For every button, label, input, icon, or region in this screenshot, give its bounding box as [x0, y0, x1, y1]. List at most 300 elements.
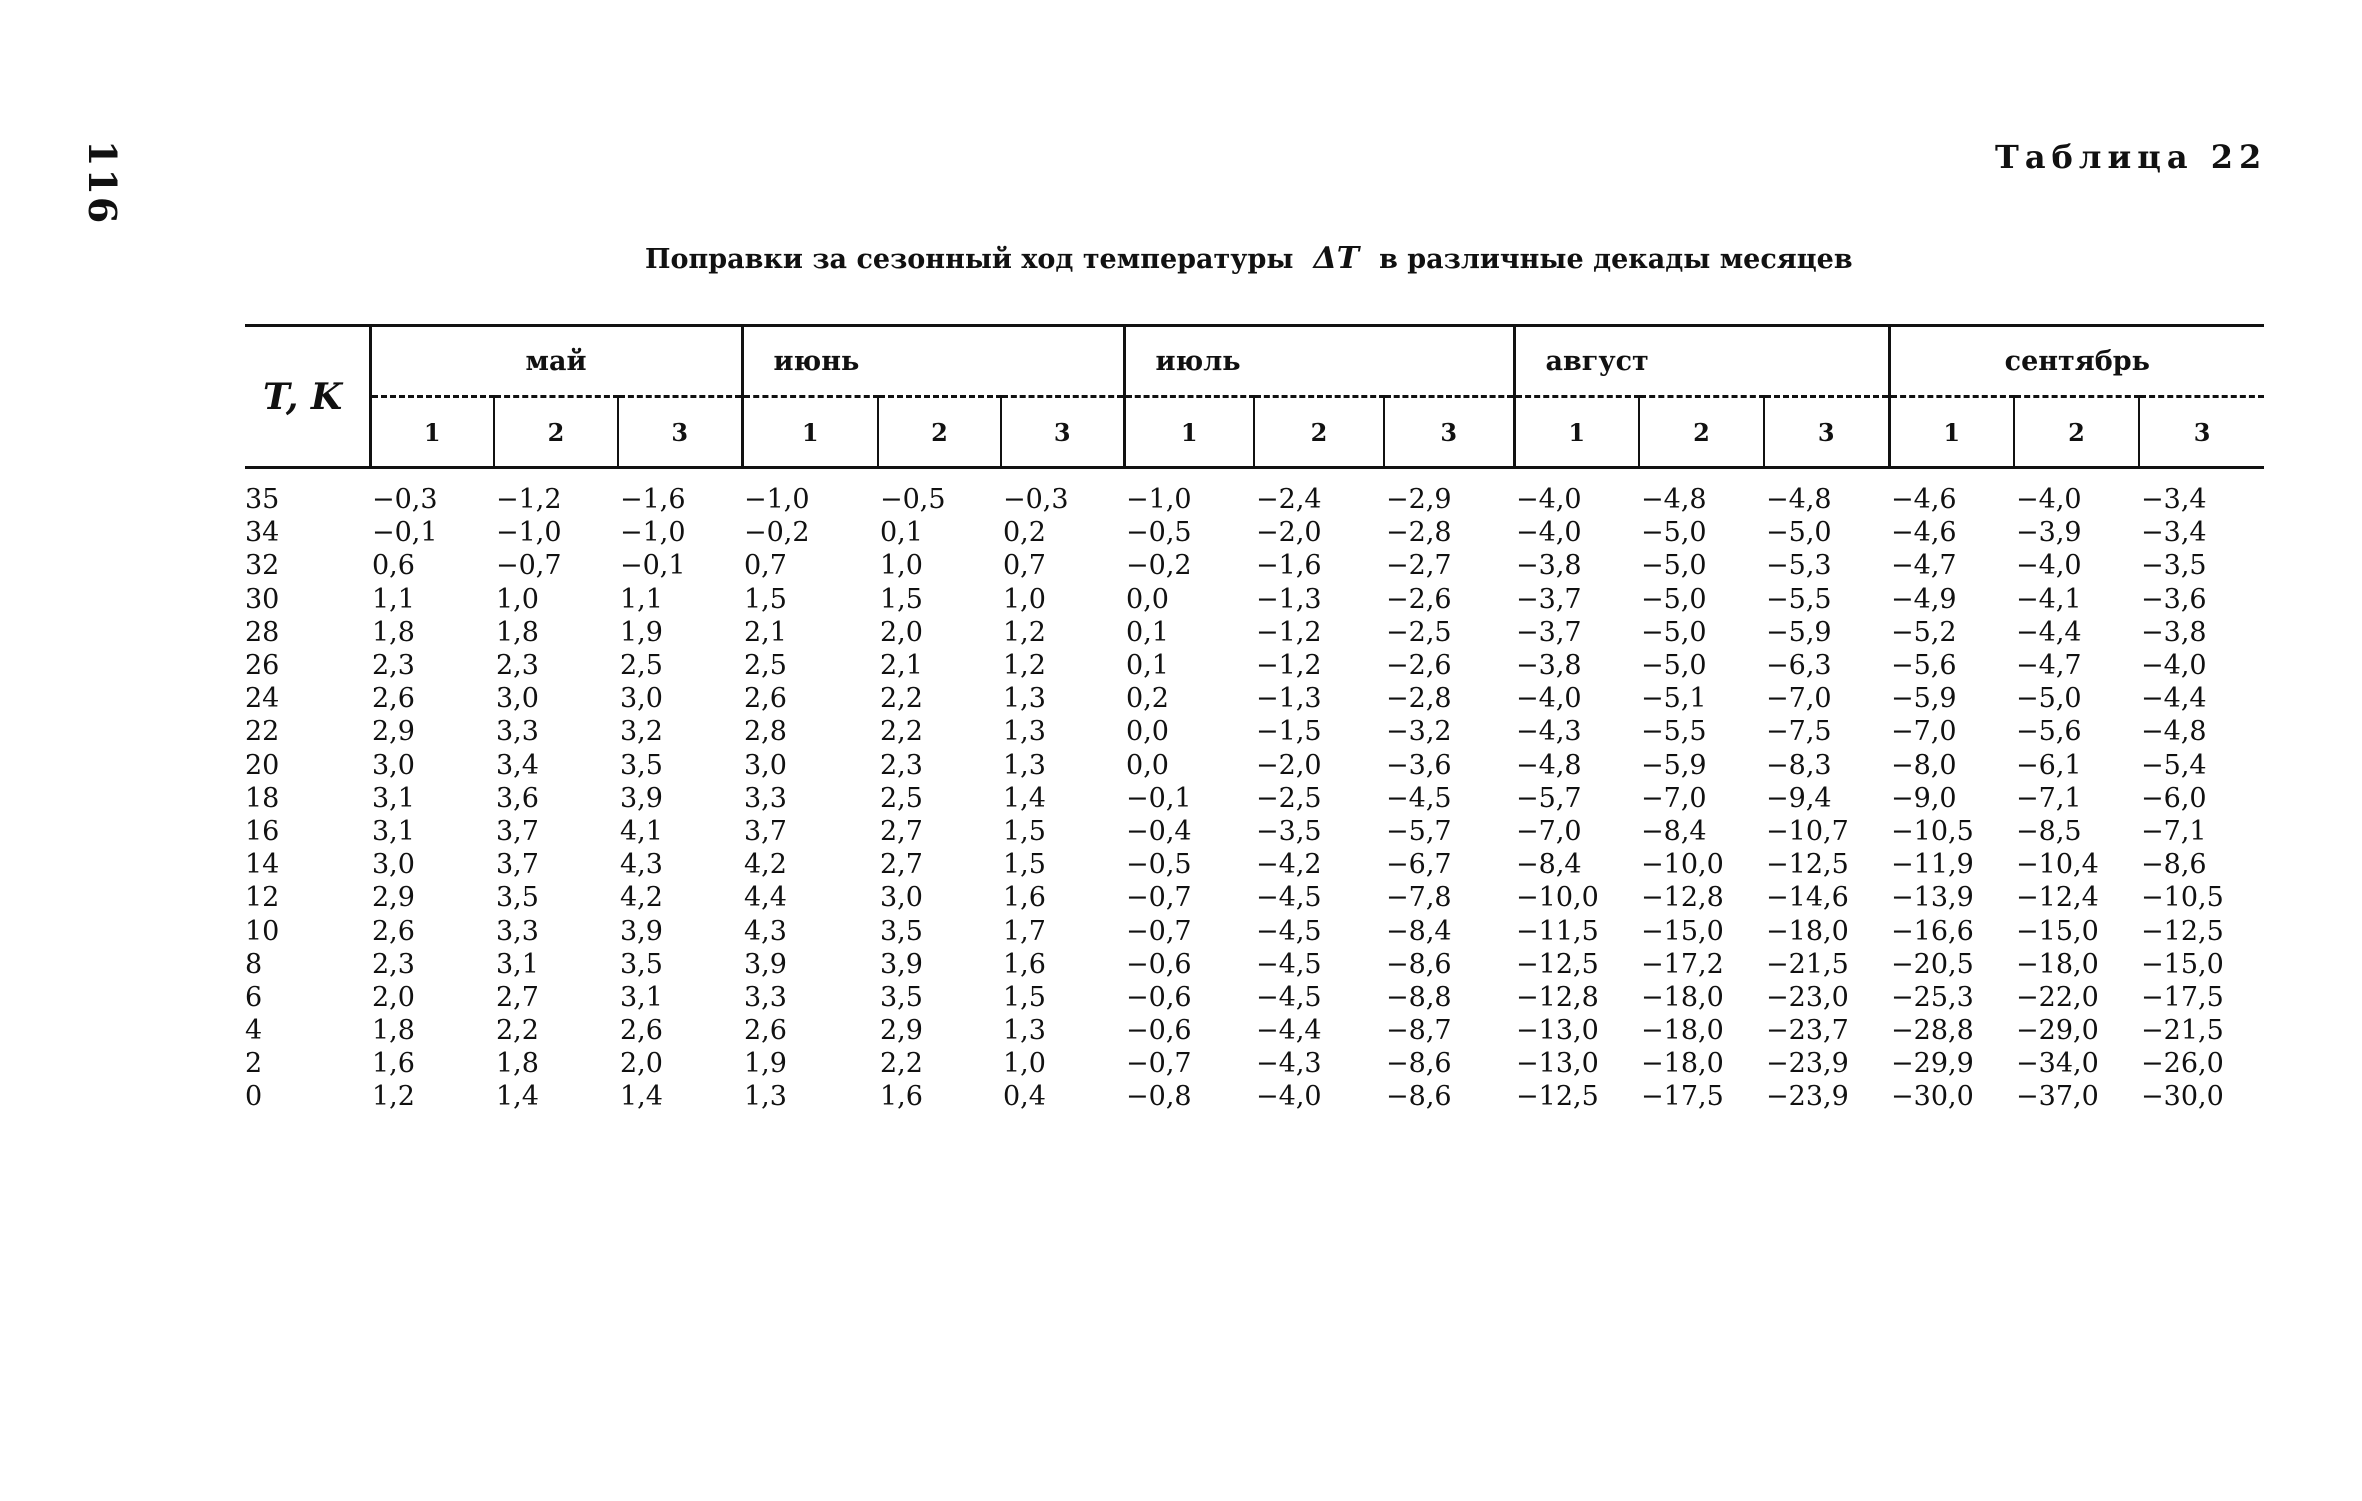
- decade-header: 2: [2014, 397, 2139, 468]
- correction-value-cell: −4,6: [1891, 517, 1957, 549]
- correction-value-cell: −8,6: [2141, 849, 2207, 881]
- correction-value-cell: −3,4: [2141, 484, 2207, 516]
- correction-value-cell: 4,1: [620, 815, 663, 847]
- decade-header: 3: [1384, 397, 1514, 468]
- correction-value-cell: 1,9: [620, 616, 663, 648]
- table-row: [245, 549, 2264, 582]
- correction-value-cell: 2,0: [620, 1048, 663, 1080]
- correction-value-cell: 1,8: [372, 1015, 415, 1047]
- correction-value-cell: −12,8: [1516, 981, 1599, 1013]
- correction-value-cell: 3,5: [496, 882, 539, 914]
- decade-header: 1: [1514, 397, 1639, 468]
- correction-value-cell: −8,6: [1386, 1081, 1452, 1113]
- temperature-cell: 30: [245, 583, 280, 615]
- correction-value-cell: −3,6: [2141, 583, 2207, 615]
- correction-value-cell: −3,2: [1386, 716, 1452, 748]
- correction-value-cell: −5,0: [1641, 616, 1707, 648]
- correction-value-cell: −2,5: [1386, 616, 1452, 648]
- correction-value-cell: −0,3: [1003, 484, 1069, 516]
- correction-value-cell: −4,3: [1256, 1048, 1322, 1080]
- correction-value-cell: 2,6: [372, 915, 415, 947]
- correction-value-cell: −4,0: [2016, 484, 2082, 516]
- table-row: [245, 1047, 2264, 1080]
- correction-value-cell: 3,5: [620, 749, 663, 781]
- decade-header: 2: [878, 397, 1001, 468]
- correction-value-cell: −10,0: [1641, 849, 1724, 881]
- decade-header: 1: [1889, 397, 2014, 468]
- correction-value-cell: −3,8: [2141, 616, 2207, 648]
- table-body: [245, 468, 2264, 1114]
- correction-value-cell: 2,1: [880, 650, 923, 682]
- table-row: [245, 948, 2264, 981]
- correction-value-cell: −11,9: [1891, 849, 1974, 881]
- correction-value-cell: 3,9: [620, 915, 663, 947]
- correction-value-cell: −12,4: [2016, 882, 2099, 914]
- correction-value-cell: 1,0: [496, 583, 539, 615]
- correction-value-cell: 2,6: [372, 683, 415, 715]
- correction-value-cell: 1,3: [1003, 683, 1046, 715]
- decade-header: 2: [494, 397, 618, 468]
- correction-value-cell: 3,2: [620, 716, 663, 748]
- correction-value-cell: −29,9: [1891, 1048, 1974, 1080]
- correction-value-cell: −4,4: [1256, 1015, 1322, 1047]
- decade-header: 2: [1639, 397, 1764, 468]
- month-header-july: июль: [1124, 326, 1514, 397]
- correction-value-cell: 4,2: [620, 882, 663, 914]
- table-row: [245, 881, 2264, 914]
- month-header-august: август: [1514, 326, 1889, 397]
- correction-value-cell: −3,7: [1516, 583, 1582, 615]
- correction-value-cell: −3,9: [2016, 517, 2082, 549]
- correction-value-cell: 3,5: [620, 948, 663, 980]
- correction-value-cell: −10,4: [2016, 849, 2099, 881]
- correction-value-cell: −8,4: [1386, 915, 1452, 947]
- correction-value-cell: 1,3: [1003, 1015, 1046, 1047]
- table-row: [245, 583, 2264, 616]
- temperature-cell: 16: [245, 815, 280, 847]
- correction-value-cell: −37,0: [2016, 1081, 2099, 1113]
- correction-value-cell: −7,0: [1516, 815, 1582, 847]
- correction-value-cell: −5,7: [1516, 782, 1582, 814]
- correction-value-cell: 0,4: [1003, 1081, 1046, 1113]
- correction-value-cell: −0,6: [1126, 1015, 1192, 1047]
- correction-value-cell: 1,5: [1003, 815, 1046, 847]
- correction-value-cell: −4,0: [2016, 550, 2082, 582]
- correction-value-cell: 2,2: [880, 683, 923, 715]
- correction-value-cell: 4,2: [744, 849, 787, 881]
- correction-value-cell: −4,7: [1891, 550, 1957, 582]
- correction-value-cell: −0,1: [1126, 782, 1192, 814]
- correction-value-cell: 3,9: [620, 782, 663, 814]
- correction-value-cell: −0,1: [372, 517, 438, 549]
- correction-value-cell: −14,6: [1766, 882, 1849, 914]
- correction-value-cell: −1,0: [620, 517, 686, 549]
- correction-value-cell: −1,0: [1126, 484, 1192, 516]
- correction-value-cell: 3,0: [372, 849, 415, 881]
- temperature-cell: 26: [245, 650, 280, 682]
- correction-value-cell: 1,4: [496, 1081, 539, 1113]
- correction-value-cell: −4,6: [1891, 484, 1957, 516]
- correction-value-cell: 3,0: [372, 749, 415, 781]
- correction-value-cell: 1,6: [1003, 882, 1046, 914]
- correction-value-cell: 3,3: [744, 782, 787, 814]
- table-row: [245, 749, 2264, 782]
- correction-value-cell: −18,0: [1641, 1015, 1724, 1047]
- correction-value-cell: −4,4: [2016, 616, 2082, 648]
- correction-value-cell: −15,0: [2141, 948, 2224, 980]
- correction-value-cell: −6,1: [2016, 749, 2082, 781]
- correction-value-cell: −3,6: [1386, 749, 1452, 781]
- correction-value-cell: 3,3: [496, 915, 539, 947]
- correction-value-cell: 3,3: [744, 981, 787, 1013]
- correction-value-cell: −1,0: [496, 517, 562, 549]
- temperature-cell: 12: [245, 882, 280, 914]
- correction-value-cell: 1,4: [1003, 782, 1046, 814]
- correction-value-cell: −0,6: [1126, 981, 1192, 1013]
- correction-value-cell: −0,3: [372, 484, 438, 516]
- correction-value-cell: −0,2: [744, 517, 810, 549]
- correction-value-cell: −2,4: [1256, 484, 1322, 516]
- correction-value-cell: −10,7: [1766, 815, 1849, 847]
- correction-value-cell: −8,3: [1766, 749, 1832, 781]
- correction-value-cell: −5,4: [2141, 749, 2207, 781]
- correction-value-cell: −7,8: [1386, 882, 1452, 914]
- correction-value-cell: −8,4: [1641, 815, 1707, 847]
- correction-value-cell: −4,8: [1766, 484, 1832, 516]
- correction-value-cell: −4,0: [1516, 484, 1582, 516]
- temperature-column-header: T, K: [245, 326, 370, 468]
- correction-value-cell: 1,5: [1003, 981, 1046, 1013]
- correction-value-cell: 2,2: [880, 716, 923, 748]
- correction-value-cell: −8,5: [2016, 815, 2082, 847]
- correction-value-cell: −4,8: [1641, 484, 1707, 516]
- correction-value-cell: 2,7: [496, 981, 539, 1013]
- correction-value-cell: −8,4: [1516, 849, 1582, 881]
- correction-value-cell: −4,0: [1516, 683, 1582, 715]
- correction-value-cell: −4,5: [1256, 915, 1322, 947]
- correction-value-cell: −4,1: [2016, 583, 2082, 615]
- table-row: [245, 715, 2264, 748]
- correction-value-cell: −1,5: [1256, 716, 1322, 748]
- correction-value-cell: −5,0: [1641, 517, 1707, 549]
- correction-value-cell: 1,8: [496, 1048, 539, 1080]
- correction-value-cell: −0,5: [1126, 849, 1192, 881]
- correction-value-cell: 2,5: [744, 650, 787, 682]
- correction-value-cell: −4,0: [1516, 517, 1582, 549]
- correction-value-cell: −5,5: [1641, 716, 1707, 748]
- correction-value-cell: −11,5: [1516, 915, 1599, 947]
- correction-value-cell: 0,2: [1126, 683, 1169, 715]
- correction-value-cell: 2,2: [880, 1048, 923, 1080]
- correction-value-cell: −7,1: [2141, 815, 2207, 847]
- correction-value-cell: 0,2: [1003, 517, 1046, 549]
- correction-value-cell: −18,0: [1641, 981, 1724, 1013]
- table-row: [245, 914, 2264, 947]
- correction-value-cell: −5,5: [1766, 583, 1832, 615]
- correction-value-cell: −3,7: [1516, 616, 1582, 648]
- correction-value-cell: 3,0: [620, 683, 663, 715]
- correction-value-cell: −0,7: [1126, 915, 1192, 947]
- correction-value-cell: −13,0: [1516, 1015, 1599, 1047]
- correction-value-cell: −2,8: [1386, 683, 1452, 715]
- correction-value-cell: −0,7: [1126, 1048, 1192, 1080]
- correction-value-cell: 3,5: [880, 915, 923, 947]
- correction-value-cell: −1,3: [1256, 583, 1322, 615]
- correction-value-cell: −12,5: [1516, 1081, 1599, 1113]
- correction-value-cell: −7,5: [1766, 716, 1832, 748]
- correction-value-cell: 1,7: [1003, 915, 1046, 947]
- correction-value-cell: 1,8: [372, 616, 415, 648]
- temperature-cell: 22: [245, 716, 280, 748]
- correction-value-cell: 1,4: [620, 1081, 663, 1113]
- temperature-cell: 18: [245, 782, 280, 814]
- correction-value-cell: −23,7: [1766, 1015, 1849, 1047]
- correction-value-cell: 3,0: [880, 882, 923, 914]
- correction-value-cell: 1,5: [744, 583, 787, 615]
- decade-header: 3: [1001, 397, 1124, 468]
- correction-value-cell: −4,0: [2141, 650, 2207, 682]
- correction-value-cell: 3,9: [880, 948, 923, 980]
- month-header-june: июнь: [742, 326, 1124, 397]
- correction-value-cell: 2,1: [744, 616, 787, 648]
- correction-value-cell: −29,0: [2016, 1015, 2099, 1047]
- correction-value-cell: −7,0: [1641, 782, 1707, 814]
- temperature-cell: 0: [245, 1081, 263, 1113]
- correction-value-cell: 1,2: [372, 1081, 415, 1113]
- table-caption: [645, 241, 1853, 276]
- temperature-cell: 32: [245, 550, 280, 582]
- month-header-september: сентябрь: [1889, 326, 2264, 397]
- correction-value-cell: 0,0: [1126, 583, 1169, 615]
- correction-value-cell: 1,2: [1003, 650, 1046, 682]
- correction-value-cell: 3,1: [620, 981, 663, 1013]
- correction-value-cell: −2,9: [1386, 484, 1452, 516]
- correction-value-cell: −2,0: [1256, 749, 1322, 781]
- correction-value-cell: −4,5: [1256, 981, 1322, 1013]
- temperature-cell: 24: [245, 683, 280, 715]
- correction-value-cell: 3,9: [744, 948, 787, 980]
- correction-value-cell: −2,6: [1386, 583, 1452, 615]
- correction-value-cell: −5,9: [1641, 749, 1707, 781]
- correction-value-cell: 2,9: [372, 882, 415, 914]
- table-row: [245, 682, 2264, 715]
- correction-value-cell: −7,1: [2016, 782, 2082, 814]
- correction-value-cell: −4,8: [2141, 716, 2207, 748]
- correction-value-cell: −5,0: [1641, 583, 1707, 615]
- correction-value-cell: 2,3: [880, 749, 923, 781]
- correction-value-cell: −5,0: [1766, 517, 1832, 549]
- correction-value-cell: 1,1: [620, 583, 663, 615]
- correction-value-cell: −21,5: [1766, 948, 1849, 980]
- correction-value-cell: 2,7: [880, 849, 923, 881]
- correction-value-cell: −18,0: [2016, 948, 2099, 980]
- correction-value-cell: −5,0: [2016, 683, 2082, 715]
- decade-header-row: [245, 397, 2264, 468]
- correction-value-cell: −7,0: [1766, 683, 1832, 715]
- correction-value-cell: 0,1: [1126, 616, 1169, 648]
- temperature-cell: 8: [245, 948, 263, 980]
- correction-value-cell: −0,5: [1126, 517, 1192, 549]
- correction-value-cell: −21,5: [2141, 1015, 2224, 1047]
- temperature-cell: 14: [245, 849, 280, 881]
- correction-value-cell: 3,1: [496, 948, 539, 980]
- correction-value-cell: 0,7: [1003, 550, 1046, 582]
- correction-value-cell: −6,7: [1386, 849, 1452, 881]
- correction-value-cell: −2,6: [1386, 650, 1452, 682]
- temperature-cell: 10: [245, 915, 280, 947]
- correction-value-cell: −1,6: [1256, 550, 1322, 582]
- table-row: [245, 649, 2264, 682]
- temperature-cell: 34: [245, 517, 280, 549]
- correction-value-cell: −5,1: [1641, 683, 1707, 715]
- correction-value-cell: 1,0: [880, 550, 923, 582]
- correction-value-cell: −13,9: [1891, 882, 1974, 914]
- correction-value-cell: 3,7: [744, 815, 787, 847]
- correction-value-cell: −8,0: [1891, 749, 1957, 781]
- correction-value-cell: −1,3: [1256, 683, 1322, 715]
- correction-value-cell: 4,3: [744, 915, 787, 947]
- correction-value-cell: 1,3: [744, 1081, 787, 1113]
- correction-value-cell: 2,6: [744, 1015, 787, 1047]
- correction-value-cell: 2,5: [880, 782, 923, 814]
- correction-value-cell: −5,3: [1766, 550, 1832, 582]
- month-header-row: [245, 326, 2264, 397]
- correction-value-cell: 1,3: [1003, 716, 1046, 748]
- correction-value-cell: −1,2: [496, 484, 562, 516]
- correction-value-cell: 0,1: [1126, 650, 1169, 682]
- decade-header: 3: [1764, 397, 1889, 468]
- correction-value-cell: −30,0: [1891, 1081, 1974, 1113]
- correction-value-cell: 0,0: [1126, 749, 1169, 781]
- correction-value-cell: −0,4: [1126, 815, 1192, 847]
- correction-value-cell: −17,5: [2141, 981, 2224, 1013]
- correction-value-cell: −2,0: [1256, 517, 1322, 549]
- correction-value-cell: 1,0: [1003, 1048, 1046, 1080]
- correction-value-cell: −3,4: [2141, 517, 2207, 549]
- correction-value-cell: 2,0: [372, 981, 415, 1013]
- correction-value-cell: 2,9: [880, 1015, 923, 1047]
- correction-value-cell: 1,6: [372, 1048, 415, 1080]
- correction-value-cell: −4,4: [2141, 683, 2207, 715]
- correction-value-cell: −4,7: [2016, 650, 2082, 682]
- correction-value-cell: −5,6: [2016, 716, 2082, 748]
- correction-value-cell: 3,5: [880, 981, 923, 1013]
- correction-value-cell: −18,0: [1766, 915, 1849, 947]
- correction-value-cell: −22,0: [2016, 981, 2099, 1013]
- correction-value-cell: −18,0: [1641, 1048, 1724, 1080]
- correction-value-cell: 1,0: [1003, 583, 1046, 615]
- correction-value-cell: −25,3: [1891, 981, 1974, 1013]
- month-header-may: май: [370, 326, 742, 397]
- correction-value-cell: 2,0: [880, 616, 923, 648]
- correction-value-cell: 3,0: [744, 749, 787, 781]
- correction-value-cell: −4,5: [1256, 882, 1322, 914]
- temperature-cell: 2: [245, 1048, 263, 1080]
- correction-value-cell: −0,7: [496, 550, 562, 582]
- correction-value-cell: −3,5: [1256, 815, 1322, 847]
- caption-text-before: Поправки за сезонный ход температуры: [645, 244, 1294, 275]
- correction-value-cell: −23,0: [1766, 981, 1849, 1013]
- correction-value-cell: 1,8: [496, 616, 539, 648]
- correction-value-cell: −9,0: [1891, 782, 1957, 814]
- correction-value-cell: −10,5: [2141, 882, 2224, 914]
- correction-value-cell: −15,0: [1641, 915, 1724, 947]
- correction-value-cell: −10,0: [1516, 882, 1599, 914]
- correction-value-cell: 2,2: [496, 1015, 539, 1047]
- correction-value-cell: −3,5: [2141, 550, 2207, 582]
- correction-value-cell: −9,4: [1766, 782, 1832, 814]
- correction-value-cell: −12,8: [1641, 882, 1724, 914]
- table-row: [245, 782, 2264, 815]
- correction-value-cell: −17,2: [1641, 948, 1724, 980]
- correction-value-cell: −23,9: [1766, 1081, 1849, 1113]
- correction-value-cell: 3,1: [372, 815, 415, 847]
- correction-value-cell: −5,0: [1641, 650, 1707, 682]
- correction-value-cell: −4,3: [1516, 716, 1582, 748]
- correction-value-cell: 1,5: [1003, 849, 1046, 881]
- correction-value-cell: 1,2: [1003, 616, 1046, 648]
- correction-value-cell: 2,9: [372, 716, 415, 748]
- decade-header: 3: [618, 397, 742, 468]
- table-row: [245, 1014, 2264, 1047]
- table-row: [245, 815, 2264, 848]
- correction-value-cell: 0,0: [1126, 716, 1169, 748]
- correction-value-cell: −12,5: [2141, 915, 2224, 947]
- correction-value-cell: −4,5: [1386, 782, 1452, 814]
- correction-value-cell: −4,2: [1256, 849, 1322, 881]
- decade-header: 2: [1254, 397, 1384, 468]
- correction-value-cell: 3,4: [496, 749, 539, 781]
- correction-value-cell: −2,8: [1386, 517, 1452, 549]
- decade-header: 3: [2139, 397, 2264, 468]
- correction-value-cell: 3,3: [496, 716, 539, 748]
- correction-value-cell: −26,0: [2141, 1048, 2224, 1080]
- correction-value-cell: −6,3: [1766, 650, 1832, 682]
- correction-value-cell: −4,9: [1891, 583, 1957, 615]
- temperature-cell: 6: [245, 981, 263, 1013]
- correction-value-cell: −6,0: [2141, 782, 2207, 814]
- correction-value-cell: −0,1: [620, 550, 686, 582]
- correction-value-cell: 0,7: [744, 550, 787, 582]
- correction-value-cell: −0,2: [1126, 550, 1192, 582]
- correction-value-cell: −8,8: [1386, 981, 1452, 1013]
- correction-value-cell: 2,5: [620, 650, 663, 682]
- temperature-cell: 4: [245, 1015, 263, 1047]
- correction-value-cell: 0,6: [372, 550, 415, 582]
- correction-value-cell: 2,6: [744, 683, 787, 715]
- correction-value-cell: 1,3: [1003, 749, 1046, 781]
- correction-value-cell: −13,0: [1516, 1048, 1599, 1080]
- correction-value-cell: −8,7: [1386, 1015, 1452, 1047]
- table-row: [245, 468, 2264, 517]
- correction-value-cell: −5,6: [1891, 650, 1957, 682]
- correction-value-cell: −1,0: [744, 484, 810, 516]
- correction-value-cell: −30,0: [2141, 1081, 2224, 1113]
- correction-value-cell: 3,0: [496, 683, 539, 715]
- correction-value-cell: −4,8: [1516, 749, 1582, 781]
- temperature-cell: 35: [245, 484, 280, 516]
- correction-value-cell: 3,1: [372, 782, 415, 814]
- temperature-cell: 28: [245, 616, 280, 648]
- correction-value-cell: 2,3: [372, 650, 415, 682]
- table-row: [245, 516, 2264, 549]
- correction-value-cell: −0,5: [880, 484, 946, 516]
- table-row: [245, 981, 2264, 1014]
- correction-value-cell: −1,2: [1256, 650, 1322, 682]
- correction-value-cell: −1,6: [620, 484, 686, 516]
- correction-value-cell: 1,1: [372, 583, 415, 615]
- correction-value-cell: 4,4: [744, 882, 787, 914]
